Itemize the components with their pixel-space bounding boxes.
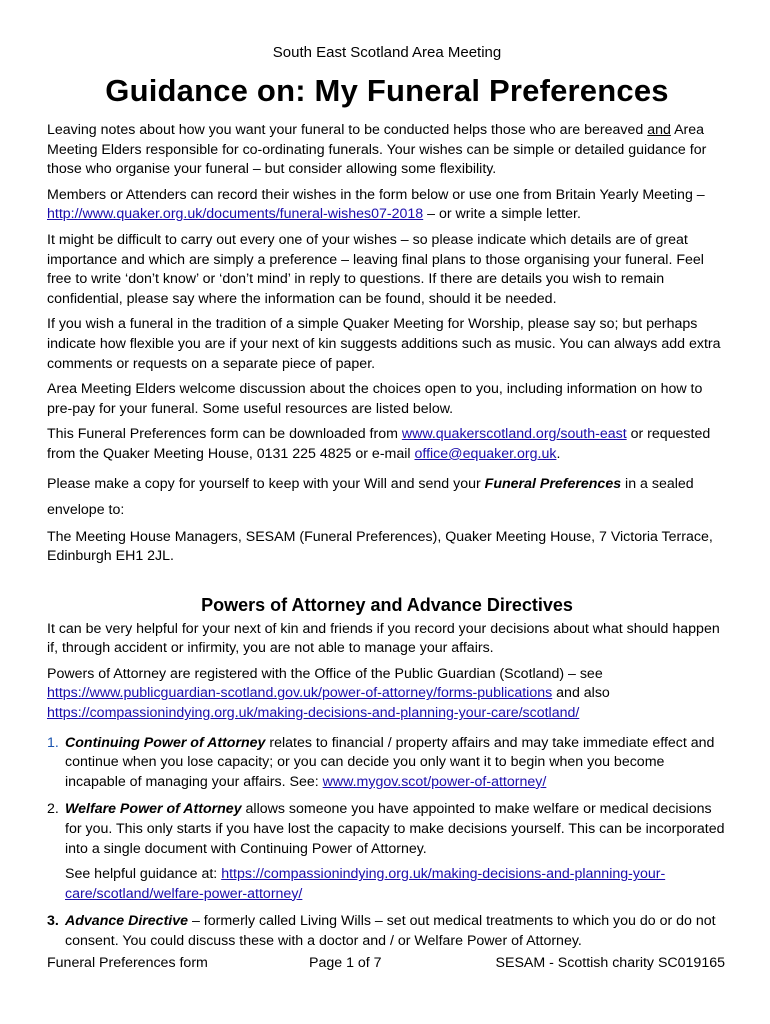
attorney-list — [47, 734, 727, 952]
list-item-advance-directive: 3. Advance Directive – formerly called Living Wills – set out medical treatments to which you do or do not consent. You could discuss these with a doctor and / or Welfare Power of Attorney. — [47, 913, 716, 949]
list-term: Welfare Power of Attorney — [65, 801, 242, 818]
compassion-in-dying-link[interactable]: https://compassionindying.org.uk/making-decisions-and-planning-your-care/scotland/ — [47, 705, 580, 722]
list-number: 3. — [47, 913, 59, 930]
footer-charity: SESAM - Scottish charity SC019165 — [495, 955, 725, 971]
quakerscotland-link[interactable]: www.quakerscotland.org/south-east — [401, 426, 627, 443]
list-number: 1. — [47, 734, 59, 751]
office-email-link[interactable]: office@equaker.org.uk — [414, 445, 557, 462]
welfare-guidance-link[interactable]: https://compassionindying.org.uk/making-decisions-and-planning-your-care/scotland/welfare-power-attorney/ — [65, 866, 666, 902]
section-paragraph-1: It can be very helpful for your next of kin and friends if you record your decisions about what should happen if, through accident or infirmity, you are not able to manage your affairs. — [47, 620, 720, 657]
document-page — [47, 44, 727, 960]
intro-paragraph-5: Area Meeting Elders welcome discussion about the choices open to you, including information on how to pre-pay for your funeral. Some useful resources are listed below. — [47, 381, 703, 417]
page-title: Guidance on: My Funeral Preferences — [105, 73, 669, 108]
public-guardian-link[interactable]: https://www.publicguardian-scotland.gov.uk/power-of-attorney/forms-publications — [47, 685, 553, 702]
list-term: Advance Directive — [65, 913, 189, 930]
funeral-wishes-link[interactable]: http://www.quaker.org.uk/documents/funeral-wishes07-2018 — [47, 206, 424, 223]
section-paragraph-2: Powers of Attorney are registered with the Office of the Public Guardian (Scotland) – see https://www.publicguardian-scotland.gov.uk/power-of-attorney/forms-publications and also https://compassionindying.org.uk/making-decisions-and-planning-your-care/scotland/ — [47, 665, 610, 722]
welfare-guidance: See helpful guidance at: https://compassionindying.org.uk/making-decisions-and-planning-your-care/scotland/welfare-power-attorney/ — [65, 866, 666, 902]
list-number: 2. — [47, 801, 59, 818]
footer-form-name: Funeral Preferences form — [47, 955, 208, 971]
footer-page-number: Page 1 of 7 — [309, 955, 382, 971]
intro-paragraph-1: Leaving notes about how you want your funeral to be conducted helps those who are bereaved and Area Meeting Elders responsible for co-ordinating funerals. Your wishes can be simple or detailed guidance for those who organise your funeral – but consider allowing some flexibility. — [47, 122, 707, 178]
list-item-continuing-poa: 1. Continuing Power of Attorney relates to financial / property affairs and may take immediate effect and continue when you lose capacity; or you can decide you only want it to begin when you become incapable of managing your affairs. See: www.mygov.scot/power-of-attorney/ — [47, 734, 715, 790]
list-term: Continuing Power of Attorney — [65, 734, 266, 751]
intro-paragraph-7: Please make a copy for yourself to keep with your Will and send your Funeral Preferences in a sealed envelope to: — [47, 475, 694, 518]
intro-paragraph-2: Members or Attenders can record their wishes in the form below or use one from Britain Yearly Meeting – http://www.quaker.org.uk/documents/funeral-wishes07-2018 – or write a simple letter. — [47, 186, 705, 223]
intro-paragraph-6: This Funeral Preferences form can be downloaded from www.quakerscotland.org/south-east or requested from the Quaker Meeting House, 0131 225 4825 or e-mail office@equaker.org.uk. — [47, 426, 711, 462]
list-item-welfare-poa: 2. Welfare Power of Attorney allows someone you have appointed to make welfare or medical decisions for you. This only starts if you have lost the capacity to make decisions yourself. This can be incorporated into a single document with Continuing Power of Attorney. See helpful guidance at: https://compassionindying.org.uk/making-decisions-and-planning-your-care/scotland/welfare-power-attorney/ — [47, 800, 727, 904]
intro-paragraph-4: If you wish a funeral in the tradition of a simple Quaker Meeting for Worship, please say so; but perhaps indicate how flexible you are if your next of kin suggests additions such as music. You can always add extra comments or requests on a separate piece of paper. — [47, 316, 721, 372]
funeral-preferences-emphasis: Funeral Preferences — [484, 475, 622, 492]
mygov-link[interactable]: www.mygov.scot/power-of-attorney/ — [322, 773, 547, 790]
section-heading: Powers of Attorney and Advance Directives — [201, 594, 573, 615]
mailing-address: The Meeting House Managers, SESAM (Funeral Preferences), Quaker Meeting House, 7 Victoria Terrace, Edinburgh EH1 2JL. — [47, 528, 713, 565]
emphasis-and: and — [647, 122, 671, 138]
organisation-name: South East Scotland Area Meeting — [272, 44, 502, 61]
intro-paragraph-3: It might be difficult to carry out every one of your wishes – so please indicate which details are of great importance and which are simply a preference – leaving final plans to those organising your funeral. Feel free to write ‘don’t know’ or ‘don’t mind’ in reply to questions. If there are details you wish to remain confidential, please say where the information can be found, should it be needed. — [47, 231, 704, 307]
